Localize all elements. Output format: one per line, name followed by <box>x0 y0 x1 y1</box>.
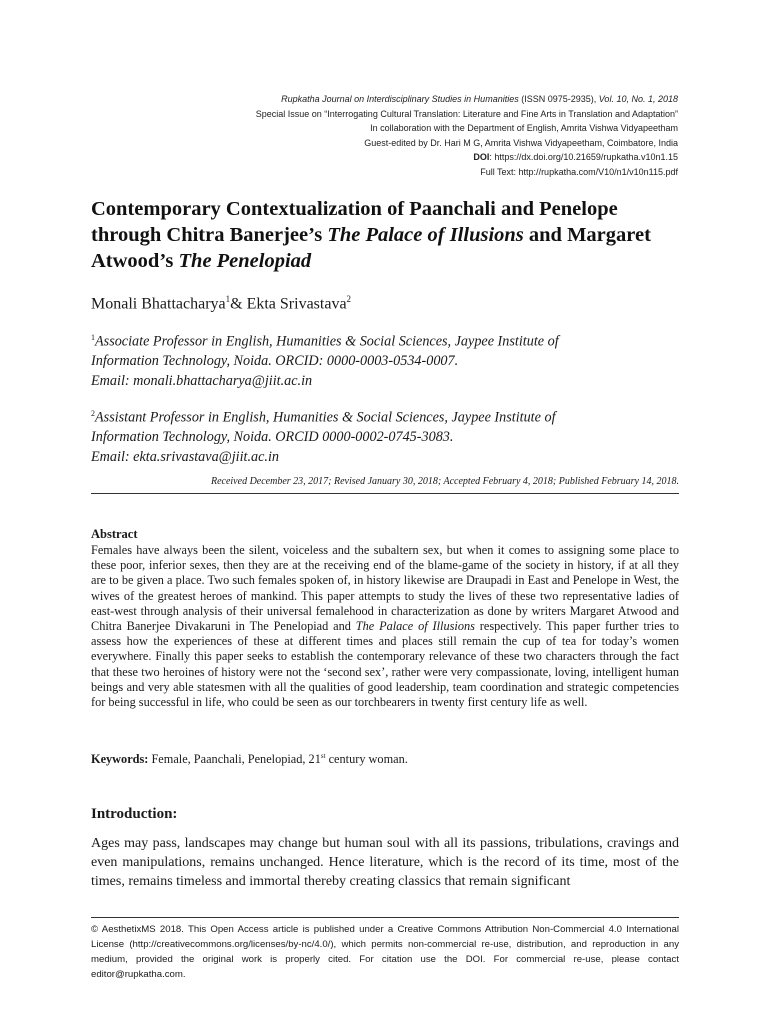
introduction-heading: Introduction: <box>91 806 178 822</box>
affiliation-1-line-2: Information Technology, Noida. ORCID: 0000-0003-0534-0007. <box>91 353 459 370</box>
doi-link[interactable]: : https://dx.doi.org/10.21659/rupkatha.v10n1.15 <box>489 152 678 162</box>
author-2: & Ekta Srivastava <box>230 295 347 313</box>
title-part-2: and Margaret Atwood’s <box>91 224 651 272</box>
journal-line <box>78 92 678 107</box>
affiliation-2-email[interactable]: Email: ekta.srivastava@jiit.ac.in <box>91 448 279 465</box>
license-footer: © AesthetixMS 2018. This Open Access article is published under a Creative Commons Attribution Non-Commercial 4.0 International License (http://creativecommons.org/licenses/by-nc/4.0/), which permits non-commercial re-use, distribution, and reproduction in any medium, provided the original work is properly cited. For citation use the DOI. For commercial re-use, please contact editor@rupkatha.com. <box>91 917 679 982</box>
title-part-1: Contemporary Contextualization of Paanchali and Penelope through Chitra Banerjee’s <box>91 198 618 246</box>
article-history: Received December 23, 2017; Revised January 30, 2018; Accepted February 4, 2018; Published February 14, 2018. <box>91 475 679 494</box>
collaboration-line: In collaboration with the Department of English, Amrita Vishwa Vidyapeetham <box>370 123 678 133</box>
abstract-text <box>91 543 679 710</box>
author-1: Monali Bhattacharya <box>91 295 226 313</box>
author-line <box>91 289 681 314</box>
guest-editor-line: Guest-edited by Dr. Hari M G, Amrita Vishwa Vidyapeetham, Coimbatore, India <box>364 137 678 148</box>
affiliation-1 <box>91 328 681 391</box>
affiliation-2-line-1: Assistant Professor in English, Humanities & Social Sciences, Jaypee Institute of <box>95 409 556 426</box>
journal-volume: Vol. 10, No. 1, 2018 <box>598 94 678 104</box>
special-issue-line: Special Issue on “Interrogating Cultural Translation: Literature and Fine Arts in Translation and Adaptation” <box>255 108 678 119</box>
keywords-label: Keywords: <box>91 752 149 767</box>
journal-name: Rupkatha Journal on Interdisciplinary Studies in Humanities <box>281 94 519 104</box>
journal-header <box>78 92 678 179</box>
abstract-heading: Abstract <box>91 527 138 541</box>
doi-label: DOI <box>473 152 490 162</box>
affiliation-1-sup: 1 <box>91 333 95 342</box>
affiliation-2-line-2: Information Technology, Noida. ORCID 0000-0002-0745-3083. <box>91 429 454 446</box>
author-1-sup: 1 <box>225 294 231 304</box>
author-2-sup: 2 <box>346 294 352 304</box>
keywords-sup: st <box>320 752 326 760</box>
doi-line <box>78 150 678 165</box>
abstract-part-1: Females have always been the silent, voiceless and the subaltern sex, but when it comes to assigning some place to these poor, inferior sexes, then they are at the receiving end of the blame-game of the society in history, if at all they are to be given a place. Two such females spoken of, in history likewise are Draupadi in East and Penelope in West, the wives of the greatest heroes of mankind. This paper attempts to study the lives of these two representative ladies of east-west through analysis of their universal femalehood in characterization as done by writers Margaret Atwood and Chitra Banerjee Divakaruni in The Penelopiad and <box>91 543 679 634</box>
journal-issn: (ISSN 0975-2935), <box>518 94 599 104</box>
keywords-text: Female, Paanchali, Penelopiad, 21 <box>148 752 321 767</box>
introduction-text: Ages may pass, landscapes may change but human soul with all its passions, tribulations, cravings and even manipulations, remains unchanged. Hence literature, which is the record of its time, most of the times, remains timeless and immortal thereby creating classics that remain significant <box>91 836 679 889</box>
affiliation-2 <box>91 404 681 467</box>
fulltext-link[interactable]: Full Text: http://rupkatha.com/V10/n1/v10n115.pdf <box>480 166 678 177</box>
paper-title <box>91 196 691 274</box>
affiliation-1-email[interactable]: Email: monali.bhattacharya@jiit.ac.in <box>91 372 313 389</box>
title-italic-1: The Palace of Illusions <box>327 224 524 246</box>
keywords-tail: century woman. <box>325 752 408 767</box>
affiliation-2-sup: 2 <box>91 409 95 418</box>
keywords <box>91 748 679 767</box>
affiliation-1-line-1: Associate Professor in English, Humanities & Social Sciences, Jaypee Institute of <box>95 333 559 350</box>
abstract-italic-title: The Palace of Illusions <box>355 619 475 634</box>
abstract-part-2: respectively. This paper further tries to assess how the experiences of these at different times and places still remain the cup of tea for today’s women everywhere. Finally this paper seeks to establish the contemporary relevance of these two characters through the fact that these two heroines of history were not the ‘second sex’, rather were very compassionate, loving, intelligent human beings and very able statesmen with all the qualities of good leadership, team coordination and strategic competencies for being successful in life, who could be seen as our torchbearers in twenty first century life as well. <box>91 619 679 710</box>
title-italic-2: The Penelopiad <box>178 250 312 272</box>
